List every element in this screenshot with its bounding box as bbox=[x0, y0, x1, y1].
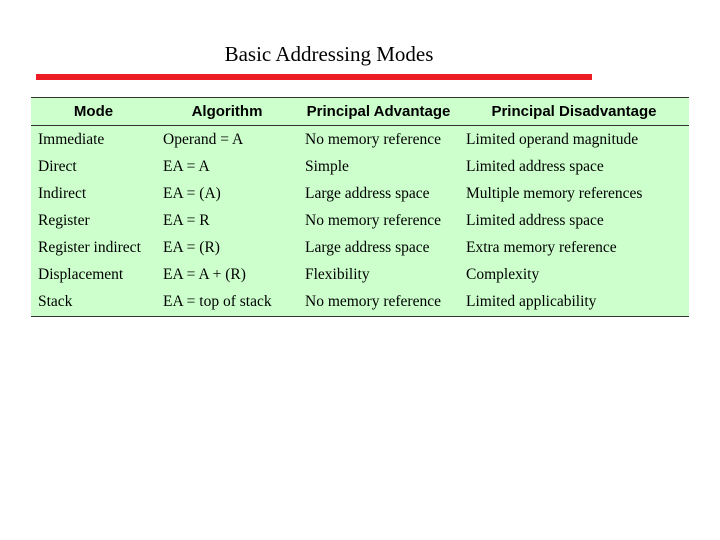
cell-algorithm: EA = A + (R) bbox=[163, 265, 246, 283]
table-row bbox=[31, 207, 689, 234]
table-row bbox=[31, 180, 689, 207]
table-row bbox=[31, 153, 689, 180]
cell-disadvantage: Extra memory reference bbox=[466, 238, 617, 256]
cell-advantage: Large address space bbox=[305, 238, 430, 256]
cell-advantage: Large address space bbox=[305, 184, 430, 202]
cell-advantage: No memory reference bbox=[305, 292, 441, 310]
title-underline bbox=[36, 74, 592, 80]
cell-disadvantage: Multiple memory references bbox=[466, 184, 643, 202]
cell-advantage: Flexibility bbox=[305, 265, 370, 283]
table-row bbox=[31, 261, 689, 288]
cell-algorithm: Operand = A bbox=[163, 130, 244, 148]
cell-mode: Indirect bbox=[38, 184, 87, 202]
cell-disadvantage: Limited address space bbox=[466, 157, 604, 175]
table-header-row bbox=[31, 98, 689, 126]
header-algorithm: Algorithm bbox=[156, 98, 298, 126]
cell-mode: Stack bbox=[38, 292, 73, 310]
cell-mode: Register indirect bbox=[38, 238, 141, 256]
cell-mode: Displacement bbox=[38, 265, 124, 283]
cell-disadvantage: Limited address space bbox=[466, 211, 604, 229]
cell-disadvantage: Limited applicability bbox=[466, 292, 597, 310]
cell-algorithm: EA = top of stack bbox=[163, 292, 272, 310]
cell-mode: Immediate bbox=[38, 130, 105, 148]
cell-advantage: No memory reference bbox=[305, 211, 441, 229]
cell-disadvantage: Limited operand magnitude bbox=[466, 130, 639, 148]
cell-algorithm: EA = (R) bbox=[163, 238, 220, 256]
table-row bbox=[31, 234, 689, 261]
cell-disadvantage: Complexity bbox=[466, 265, 540, 283]
cell-advantage: No memory reference bbox=[305, 130, 441, 148]
header-principal-advantage: Principal Advantage bbox=[298, 98, 459, 126]
cell-mode: Direct bbox=[38, 157, 77, 175]
slide-title: Basic Addressing Modes bbox=[224, 42, 434, 66]
header-mode: Mode bbox=[31, 98, 156, 126]
addressing-modes-table bbox=[31, 98, 689, 315]
cell-mode: Register bbox=[38, 211, 90, 229]
table-row bbox=[31, 126, 689, 154]
cell-algorithm: EA = R bbox=[163, 211, 210, 229]
header-principal-disadvantage: Principal Disadvantage bbox=[459, 98, 689, 126]
cell-algorithm: EA = A bbox=[163, 157, 210, 175]
addressing-modes-table-container bbox=[31, 97, 689, 317]
table-row bbox=[31, 288, 689, 315]
cell-advantage: Simple bbox=[305, 157, 349, 175]
cell-algorithm: EA = (A) bbox=[163, 184, 221, 202]
